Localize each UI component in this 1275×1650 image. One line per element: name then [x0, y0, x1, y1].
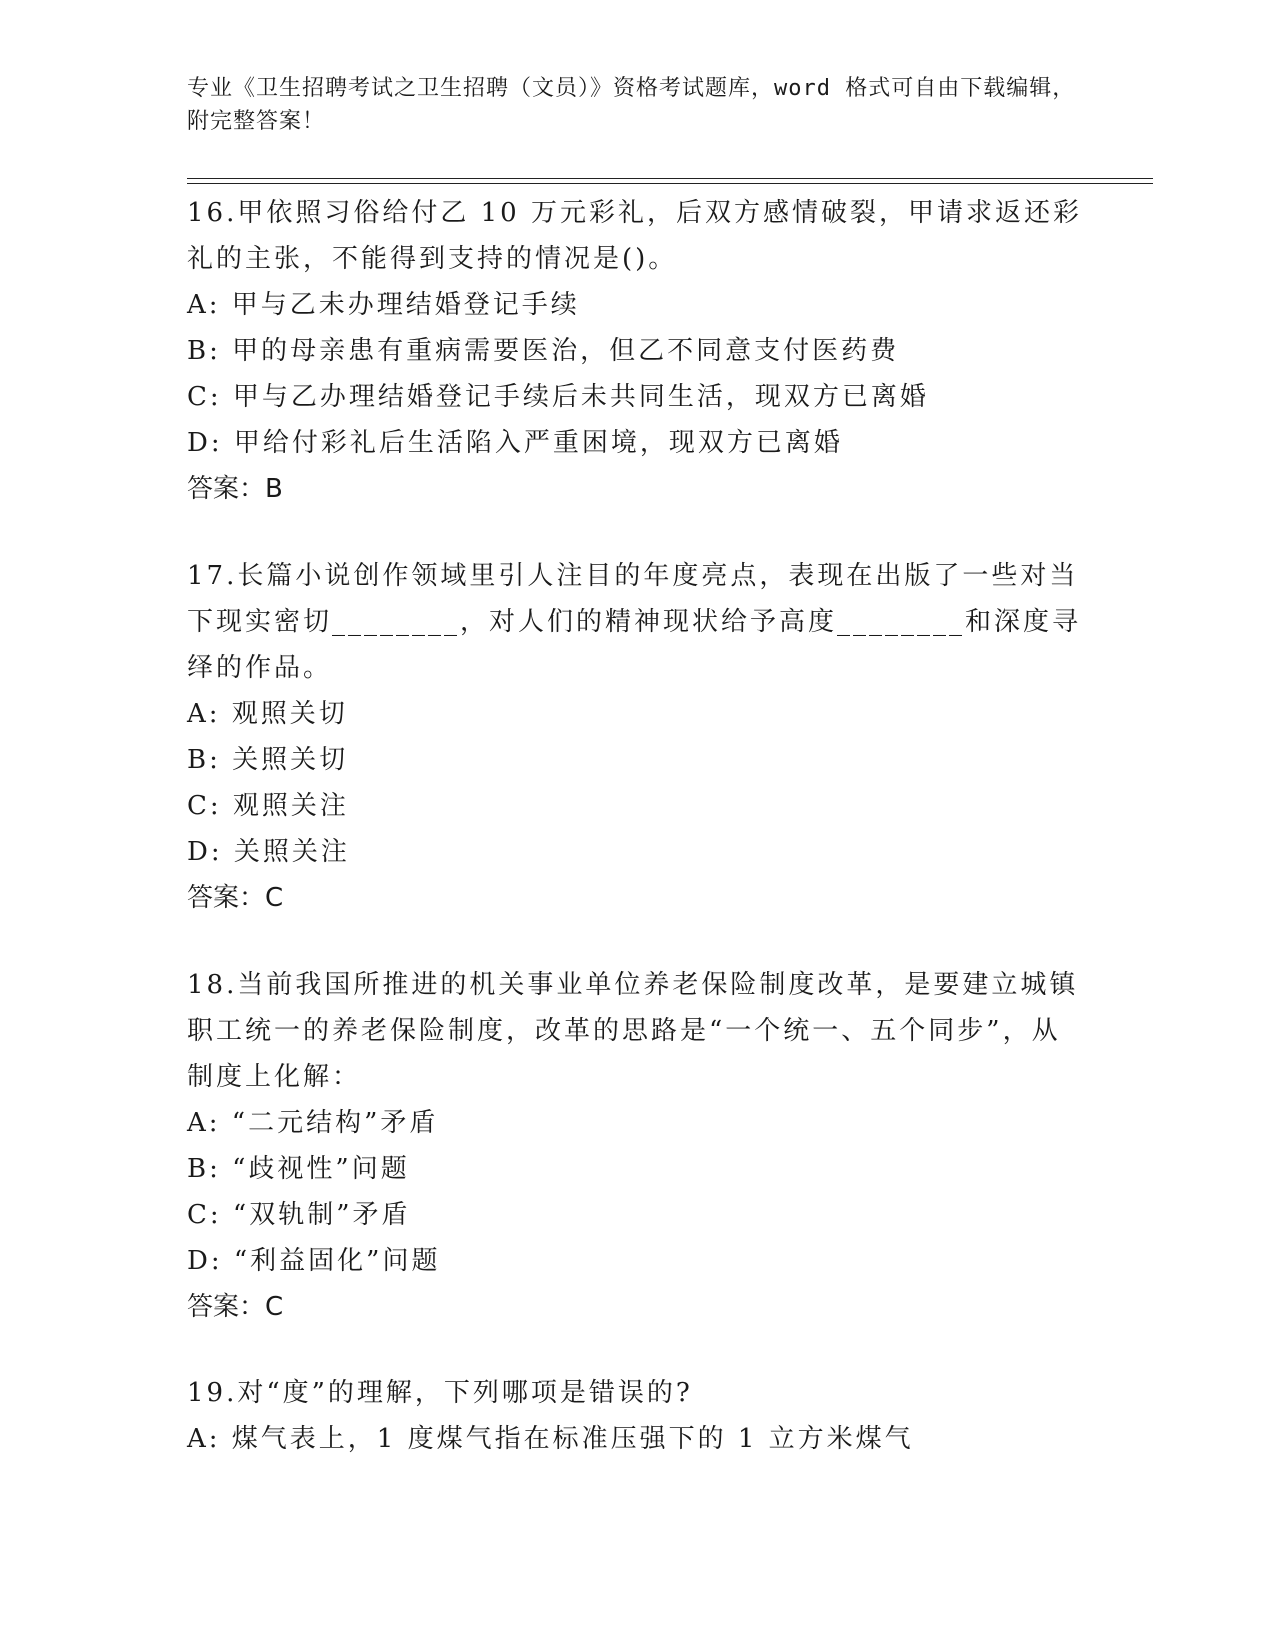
option-b: B: “歧视性”问题 [187, 1154, 410, 1184]
question-stem: 17.长篇小说创作领域里引人注目的年度亮点，表现在出版了一些对当下现实密切________，对人们的精神现状给予高度________和深度寻绎的作品。 [187, 561, 1082, 683]
option-c: C: 甲与乙办理结婚登记手续后未共同生活，现双方已离婚 [187, 382, 929, 412]
header-text: 专业《卫生招聘考试之卫生招聘（文员）》资格考试题库，word 格式可自由下载编辑，附完整答案！ [187, 76, 1076, 134]
header-divider-bottom [187, 183, 1153, 184]
option-a: A: 甲与乙未办理结婚登记手续 [187, 290, 580, 320]
option-c: C: “双轨制”矛盾 [187, 1200, 411, 1230]
answer-line: 答案：B [187, 474, 283, 504]
option-b: B: 关照关切 [187, 745, 349, 775]
question-19 [187, 1370, 1087, 1462]
option-b: B: 甲的母亲患有重病需要医治，但乙不同意支付医药费 [187, 336, 900, 366]
answer-line: 答案：C [187, 883, 284, 913]
question-18 [187, 962, 1087, 1330]
question-16 [187, 190, 1087, 512]
question-stem: 19.对“度”的理解，下列哪项是错误的? [187, 1378, 693, 1408]
question-stem: 16.甲依照习俗给付乙 10 万元彩礼，后双方感情破裂，甲请求返还彩礼的主张，不能得到支持的情况是()。 [187, 198, 1082, 274]
answer-line: 答案：C [187, 1292, 284, 1322]
option-d: D: 甲给付彩礼后生活陷入严重困境，现双方已离婚 [187, 428, 843, 458]
option-a: A: “二元结构”矛盾 [187, 1108, 439, 1138]
option-a: A: 观照关切 [187, 699, 348, 729]
option-d: D: 关照关注 [187, 837, 350, 867]
question-stem: 18.当前我国所推进的机关事业单位养老保险制度改革，是要建立城镇职工统一的养老保险制度，改革的思路是“一个统一、五个同步”，从制度上化解： [187, 970, 1079, 1092]
option-a: A: 煤气表上，1 度煤气指在标准压强下的 1 立方米煤气 [187, 1424, 914, 1454]
option-c: C: 观照关注 [187, 791, 349, 821]
question-17 [187, 553, 1087, 921]
header-divider-top [187, 178, 1153, 179]
document-header [187, 72, 1087, 138]
option-d: D: “利益固化”问题 [187, 1246, 441, 1276]
